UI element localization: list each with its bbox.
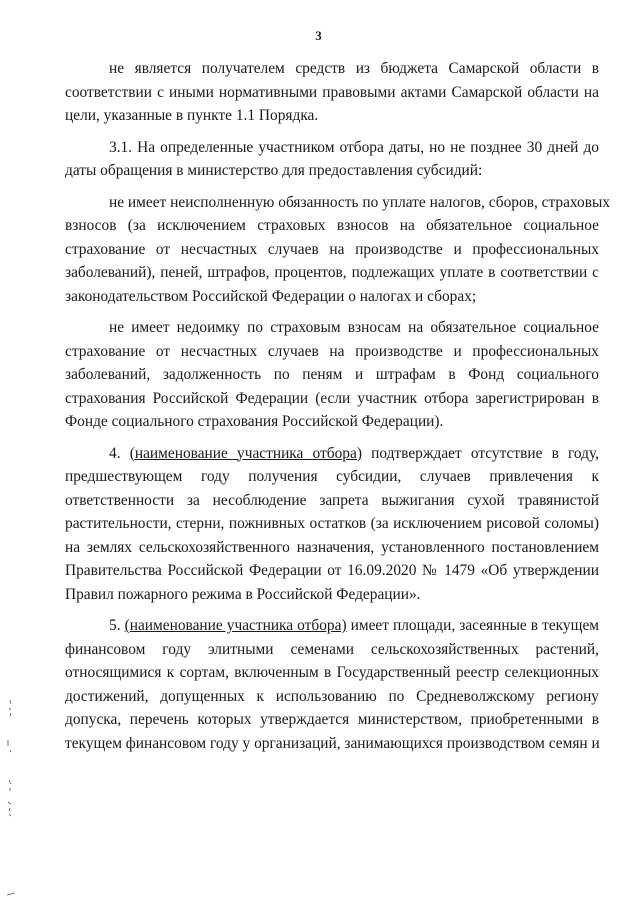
- text-line: страхование от несчастных случаев на производстве и профессиональных: [65, 342, 599, 360]
- paragraph: [65, 442, 599, 607]
- text-line: заболеваний, задолженность по пеням и штрафам в Фонд социального: [65, 366, 599, 383]
- text-line: достижений, допущенных к использованию по Средневолжскому региону: [65, 687, 599, 705]
- text-line: относящимися к сортам, включенным в Государственный реестр селекционных: [65, 664, 599, 681]
- text-line: ответственности за несоблюдение запрета выжигания сухой травянистой: [65, 491, 599, 509]
- text-line: 3.1. На определенные участником отбора даты, но не позднее 30 дней до: [109, 138, 599, 156]
- participant-placeholder: (наименование участника отбора): [124, 617, 347, 634]
- paragraph-gap: [65, 183, 599, 191]
- text-line: цели, указанные в пункте 1.1 Порядка.: [65, 107, 319, 124]
- document-body: [65, 57, 611, 755]
- text-line: не является получателем средств из бюджета Самарской области в: [109, 60, 599, 77]
- paragraph-gap: [65, 128, 599, 136]
- text-line: законодательством Российской Федерации о налогах и сборах;: [65, 287, 477, 305]
- text-line: Правил пожарного режима в Российской Федерации».: [65, 585, 421, 603]
- page-number: 3: [315, 28, 322, 43]
- text-line: взносов (за исключением страховых взносов на обязательное социальное: [65, 217, 599, 234]
- text-line: допуска, перечень которых утверждается министерством, приобретенными в: [65, 711, 599, 728]
- paragraph: [65, 191, 611, 309]
- text-line: соответствии с иными нормативными правовыми актами Самарской области на: [65, 83, 599, 101]
- text-line: предшествующем году получения субсидии, случаев привлечения к: [65, 468, 599, 485]
- text-line: финансовом году элитными семенами сельскохозяйственных растений,: [65, 640, 599, 658]
- line-text: имеет площади, засеянные в текущем: [346, 617, 600, 634]
- text-line: Фонде социального страхования Российской Федерации).: [65, 413, 444, 430]
- clause-number: 4.: [109, 444, 130, 462]
- text-line: не имеет неисполненную обязанность по уплате налогов, сборов, страховых: [109, 193, 611, 211]
- text-line: растительности, стерни, пожнивных остатков (за исключением рисовой соломы): [65, 515, 599, 532]
- text-line: Правительства Российской Федерации от 16.09.2020 № 1479 «Об утверждении: [65, 562, 599, 579]
- text-line: на землях сельскохозяйственного назначения, установленного постановлением: [65, 538, 599, 556]
- text-line: [65, 442, 599, 466]
- paragraph: [65, 316, 599, 434]
- paragraph: [65, 57, 599, 128]
- paragraph: [65, 614, 599, 755]
- scan-margin-marks: [0, 680, 20, 905]
- paragraph-gap: [65, 606, 599, 614]
- text-line: страхование от несчастных случаев на производстве и профессиональных: [65, 240, 599, 258]
- text-line: [65, 614, 599, 638]
- paragraph: [65, 136, 599, 183]
- text-line: текущем финансовом году у организаций, занимающихся производством семян и: [65, 734, 600, 752]
- text-line: даты обращения в министерство для предоставления субсидий:: [65, 162, 483, 179]
- paragraph-gap: [65, 434, 599, 442]
- text-line: страхования Российской Федерации (если участник отбора зарегистрирован в: [65, 389, 599, 407]
- clause-number: 5.: [109, 617, 125, 634]
- paragraph-gap: [65, 308, 599, 316]
- line-text: подтверждает отсутствие в году,: [361, 444, 600, 462]
- text-line: заболеваний), пеней, штрафов, процентов, подлежащих уплате в соответствии с: [65, 264, 599, 281]
- text-line: не имеет недоимку по страховым взносам на обязательное социальное: [109, 319, 599, 336]
- participant-placeholder: (наименование участника отбора): [129, 444, 362, 462]
